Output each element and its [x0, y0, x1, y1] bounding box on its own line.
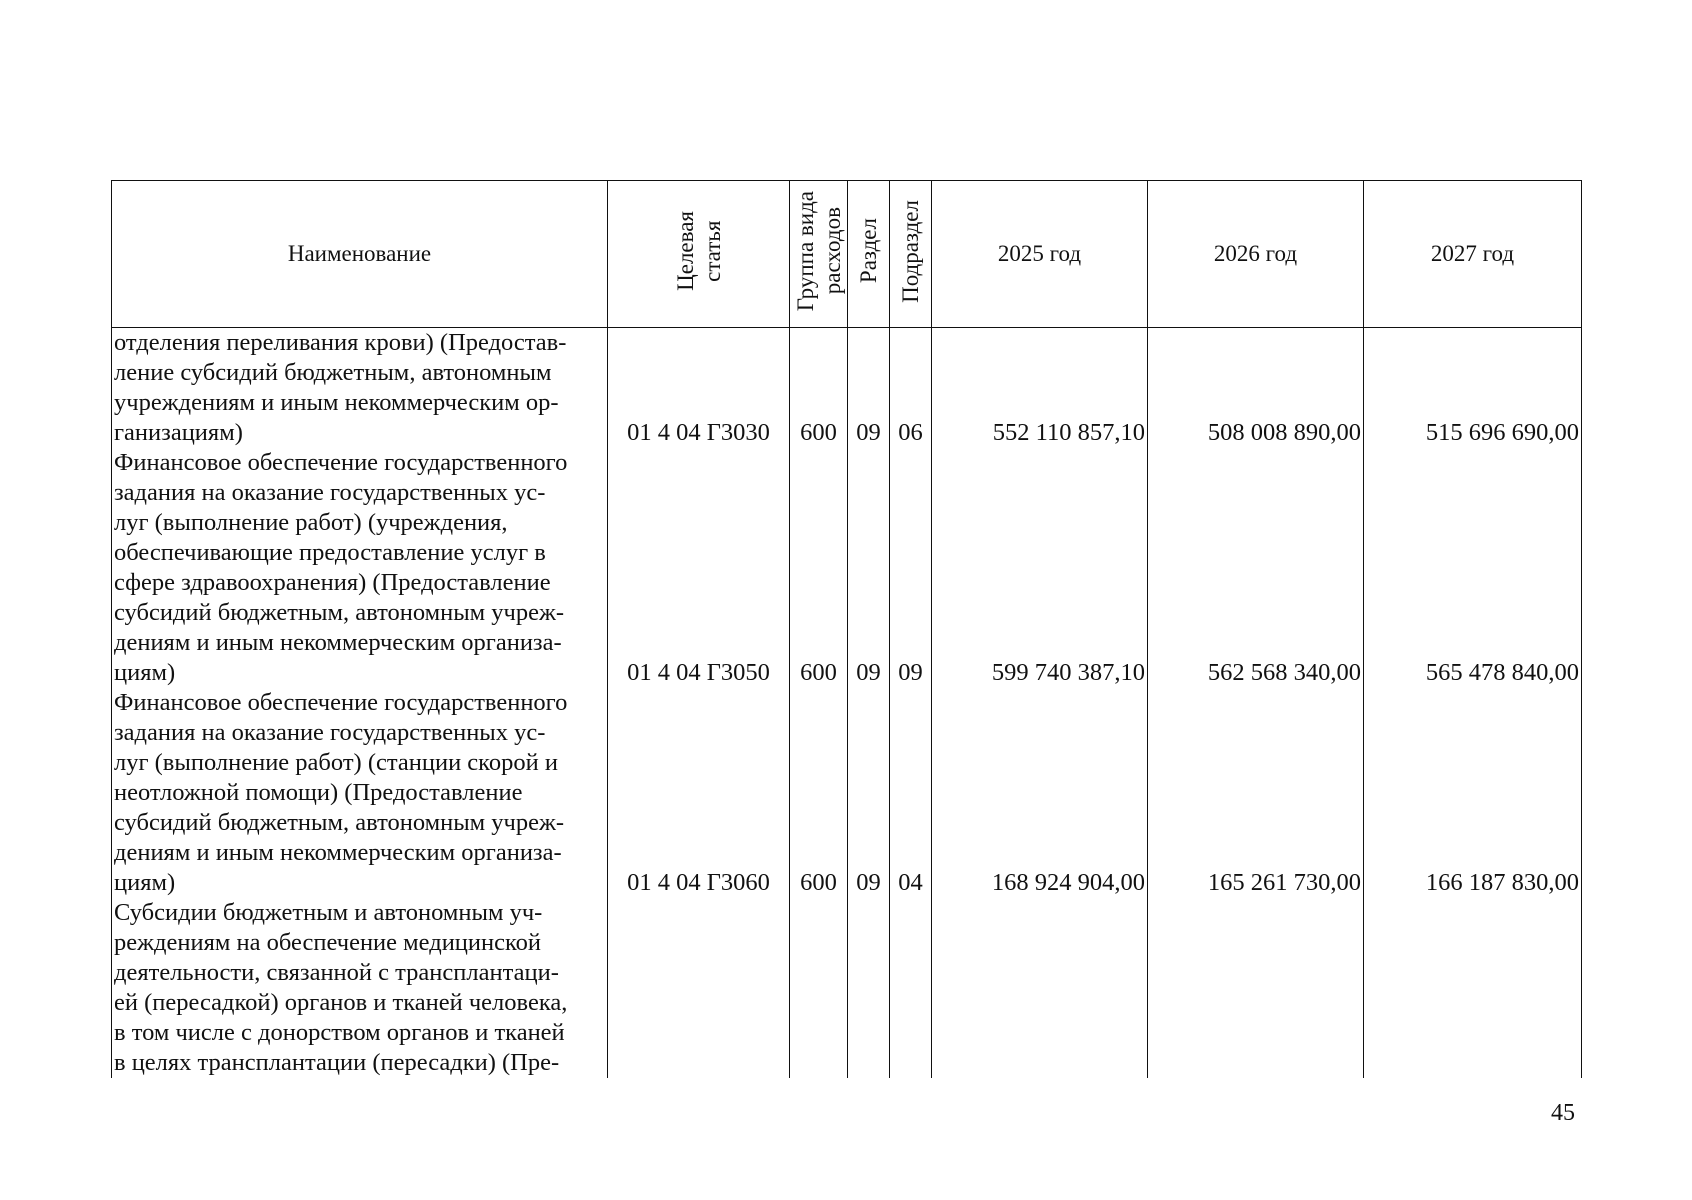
row-value-2027 — [1364, 898, 1582, 1078]
row-value-2025 — [932, 898, 1148, 1078]
row-value-2026: 562 568 340,00 — [1148, 448, 1364, 688]
row-name: Субсидии бюджетным и автономным уч- реждениям на обеспечение медицинской деятельности, связанной с трансплантаци- ей (пересадкой) органов и тканей человека, в том числе с донорством органов и тканей в целях трансплантации (пересадки) (Пре- — [112, 898, 608, 1078]
header-year-2025: 2025 год — [932, 181, 1148, 328]
row-target-article: 01 4 04 Г3030 — [608, 328, 790, 449]
header-year-2027: 2027 год — [1364, 181, 1582, 328]
row-expense-group: 600 — [790, 448, 848, 688]
row-subsection — [890, 898, 932, 1078]
page-number: 45 — [1551, 1100, 1575, 1126]
row-expense-group: 600 — [790, 688, 848, 898]
row-value-2025: 599 740 387,10 — [932, 448, 1148, 688]
header-year-2026: 2026 год — [1148, 181, 1364, 328]
row-target-article: 01 4 04 Г3060 — [608, 688, 790, 898]
table-header-row — [112, 181, 1582, 328]
header-section: Раздел — [848, 181, 890, 328]
row-name: Финансовое обеспечение государственного задания на оказание государственных ус- луг (выполнение работ) (станции скорой и неотложной помощи) (Предоставление субсидий бюджетным, автономным учреж- дениям и иным некоммерческим организа- циям) — [112, 688, 608, 898]
row-value-2026: 165 261 730,00 — [1148, 688, 1364, 898]
row-section: 09 — [848, 448, 890, 688]
row-value-2027: 166 187 830,00 — [1364, 688, 1582, 898]
row-value-2026 — [1148, 898, 1364, 1078]
header-name: Наименование — [112, 181, 608, 328]
header-target-article: Целевая статья — [608, 181, 790, 328]
row-name: Финансовое обеспечение государственного задания на оказание государственных ус- луг (выполнение работ) (учреждения, обеспечивающие предоставление услуг в сфере здравоохранения) (Предоставление субсидий бюджетным, автономным учреж- дениям и иным некоммерческим организа- циям) — [112, 448, 608, 688]
row-target-article — [608, 898, 790, 1078]
row-expense-group — [790, 898, 848, 1078]
row-value-2027: 565 478 840,00 — [1364, 448, 1582, 688]
row-section: 09 — [848, 328, 890, 449]
table-row — [112, 898, 1582, 1078]
row-value-2027: 515 696 690,00 — [1364, 328, 1582, 449]
row-expense-group: 600 — [790, 328, 848, 449]
row-value-2025: 552 110 857,10 — [932, 328, 1148, 449]
table-row — [112, 448, 1582, 688]
header-subsection: Подраздел — [890, 181, 932, 328]
header-expense-group: Группа вида расходов — [790, 181, 848, 328]
budget-table — [111, 180, 1582, 1078]
row-value-2025: 168 924 904,00 — [932, 688, 1148, 898]
row-subsection: 04 — [890, 688, 932, 898]
table-row — [112, 688, 1582, 898]
row-section: 09 — [848, 688, 890, 898]
row-subsection: 06 — [890, 328, 932, 449]
row-target-article: 01 4 04 Г3050 — [608, 448, 790, 688]
table-row — [112, 328, 1582, 449]
row-subsection: 09 — [890, 448, 932, 688]
row-section — [848, 898, 890, 1078]
row-name: отделения переливания крови) (Предостав- ление субсидий бюджетным, автономным учреждениям и иным некоммерческим ор- ганизациям) — [112, 328, 608, 449]
row-value-2026: 508 008 890,00 — [1148, 328, 1364, 449]
